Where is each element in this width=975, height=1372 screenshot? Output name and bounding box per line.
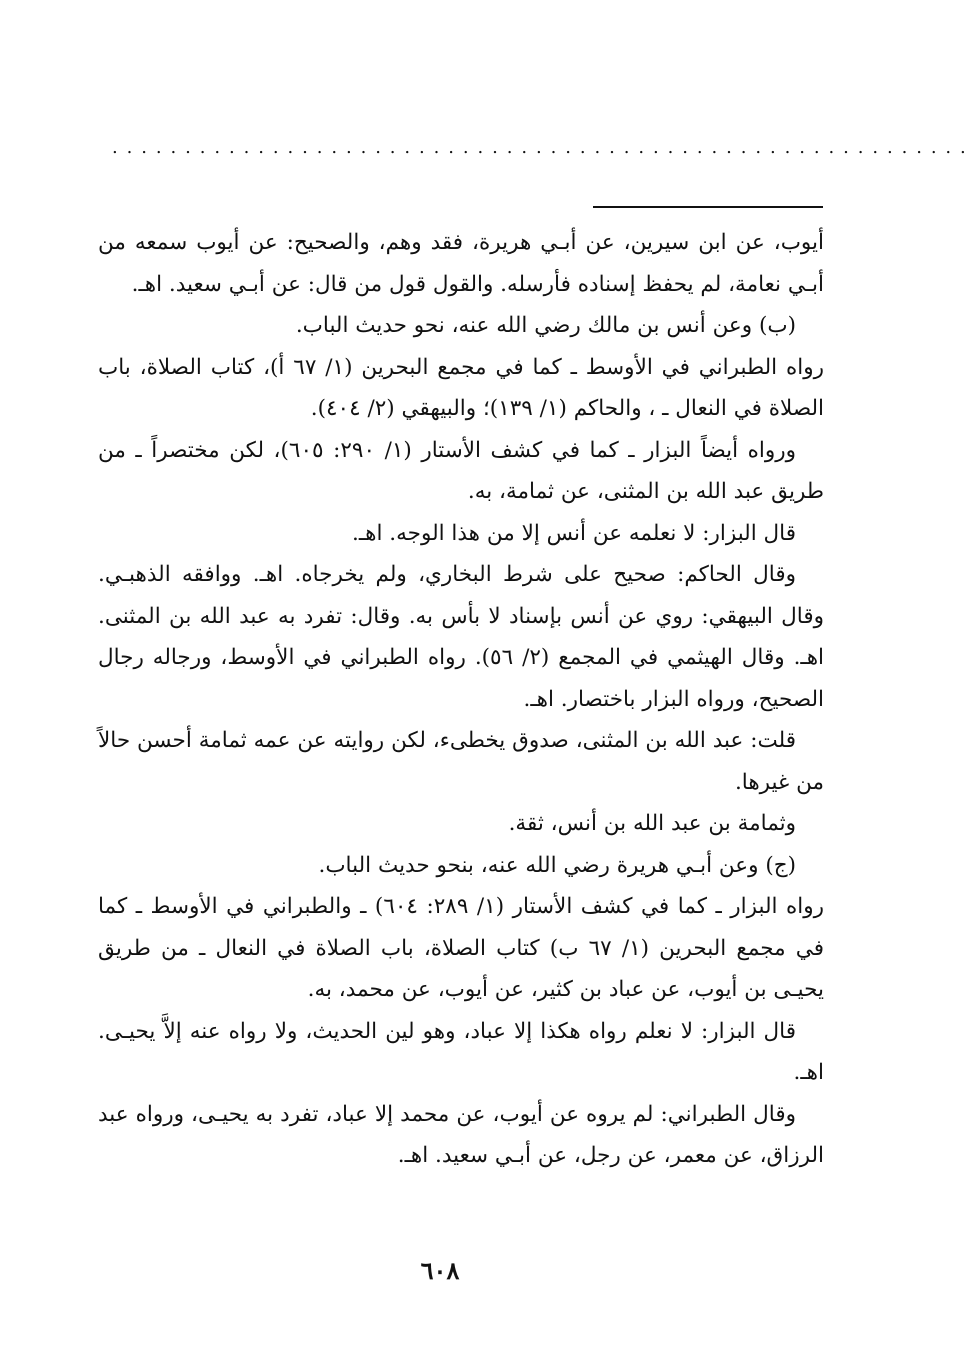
footnote-rule	[593, 206, 823, 208]
paragraph-bazzar-comment: قال البزار: لا نعلمه عن أنس إلا من هذا الوجه. اهـ.	[352, 520, 796, 546]
paragraph-bazzar-source: ورواه أيضاً البزار ـ كما في كشف الأستار (١/ ٢٩٠: ٦٠٥)، لكن مختصراً ـ من طريق عبد الله بن المثنى، عن ثمامة، به.	[98, 437, 824, 504]
paragraph-anas-hadith: (ب) وعن أنس بن مالك رضي الله عنه، نحو حديث الباب.	[295, 313, 796, 338]
paragraph-bazzar-tabarani-source: رواه البزار ـ كما في كشف الأستار (١/ ٢٨٩: ٦٠٤) ـ والطبراني في الأوسط ـ كما في مجمع البحرين (١/ ٦٧ ب) كتاب الصلاة، باب الصلاة في النعال ـ من طريق يحيـى بن أيوب، عن عباد بن كثير، عن أيوب، عن محمد، به.	[98, 894, 825, 1002]
paragraph-thumama-note: وثمامة بن عبد الله بن أنس، ثقة.	[508, 811, 796, 836]
paragraph-hakim-comment: وقال الحاكم: صحيح على شرط البخاري، ولم يخرجاه. اهـ. ووافقه الذهبـي. وقال البيهقي: روي عن أنس بإسناد لا بأس به. وقال: تفرد به عبد الله بن المثنى. اهـ. وقال الهيثمي في المجمع (٢/ ٥٦). رواه الطبراني في الأوسط، ورجاله رجال الصحيح، ورواه البزار باختصار. اهـ.	[98, 562, 825, 712]
paragraph-continuation: أيوب، عن ابن سيرين، عن أبـي هريرة، فقد وهم، والصحيح: عن أيوب سمعه من أبـي نعامة، لم يحفظ إسناده فأرسله. والقول قول من قال: عن أبـي سعيد. اهـ.	[98, 230, 824, 297]
dotted-separator: ...........................................................	[112, 137, 975, 158]
paragraph-tabarani-source: رواه الطبراني في الأوسط ـ كما في مجمع البحرين (١/ ٦٧ أ)، كتاب الصلاة، باب الصلاة في النعال ـ ، والحاكم (١/ ١٣٩)؛ والبيهقي (٢/ ٤٠٤).	[98, 354, 824, 421]
paragraph-bazzar-second-comment: قال البزار: لا نعلم رواه هكذا إلا عباد، وهو لين الحديث، ولا رواه عنه إلاَّ يحيـى. اهـ.	[98, 1018, 824, 1085]
paragraph-tabarani-comment: وقال الطبراني: لم يروه عن أيوب، عن محمد إلا عباد، تفرد به يحيـى، ورواه عبد الرزاق، عن معمر، عن رجل، عن أبـي سعيد. اهـ.	[98, 1101, 824, 1168]
paragraph-abu-huraira-hadith: (ج) وعن أبـي هريرة رضي الله عنه، بنحو حديث الباب.	[318, 852, 796, 878]
footnote-text-block	[98, 222, 824, 1177]
paragraph-author-note: قلت: عبد الله بن المثنى، صدوق يخطىء، لكن روايته عن عمه ثمامة أحسن حالاً من غيرها.	[98, 728, 824, 795]
page-number: ٦٠٨	[420, 1256, 460, 1285]
